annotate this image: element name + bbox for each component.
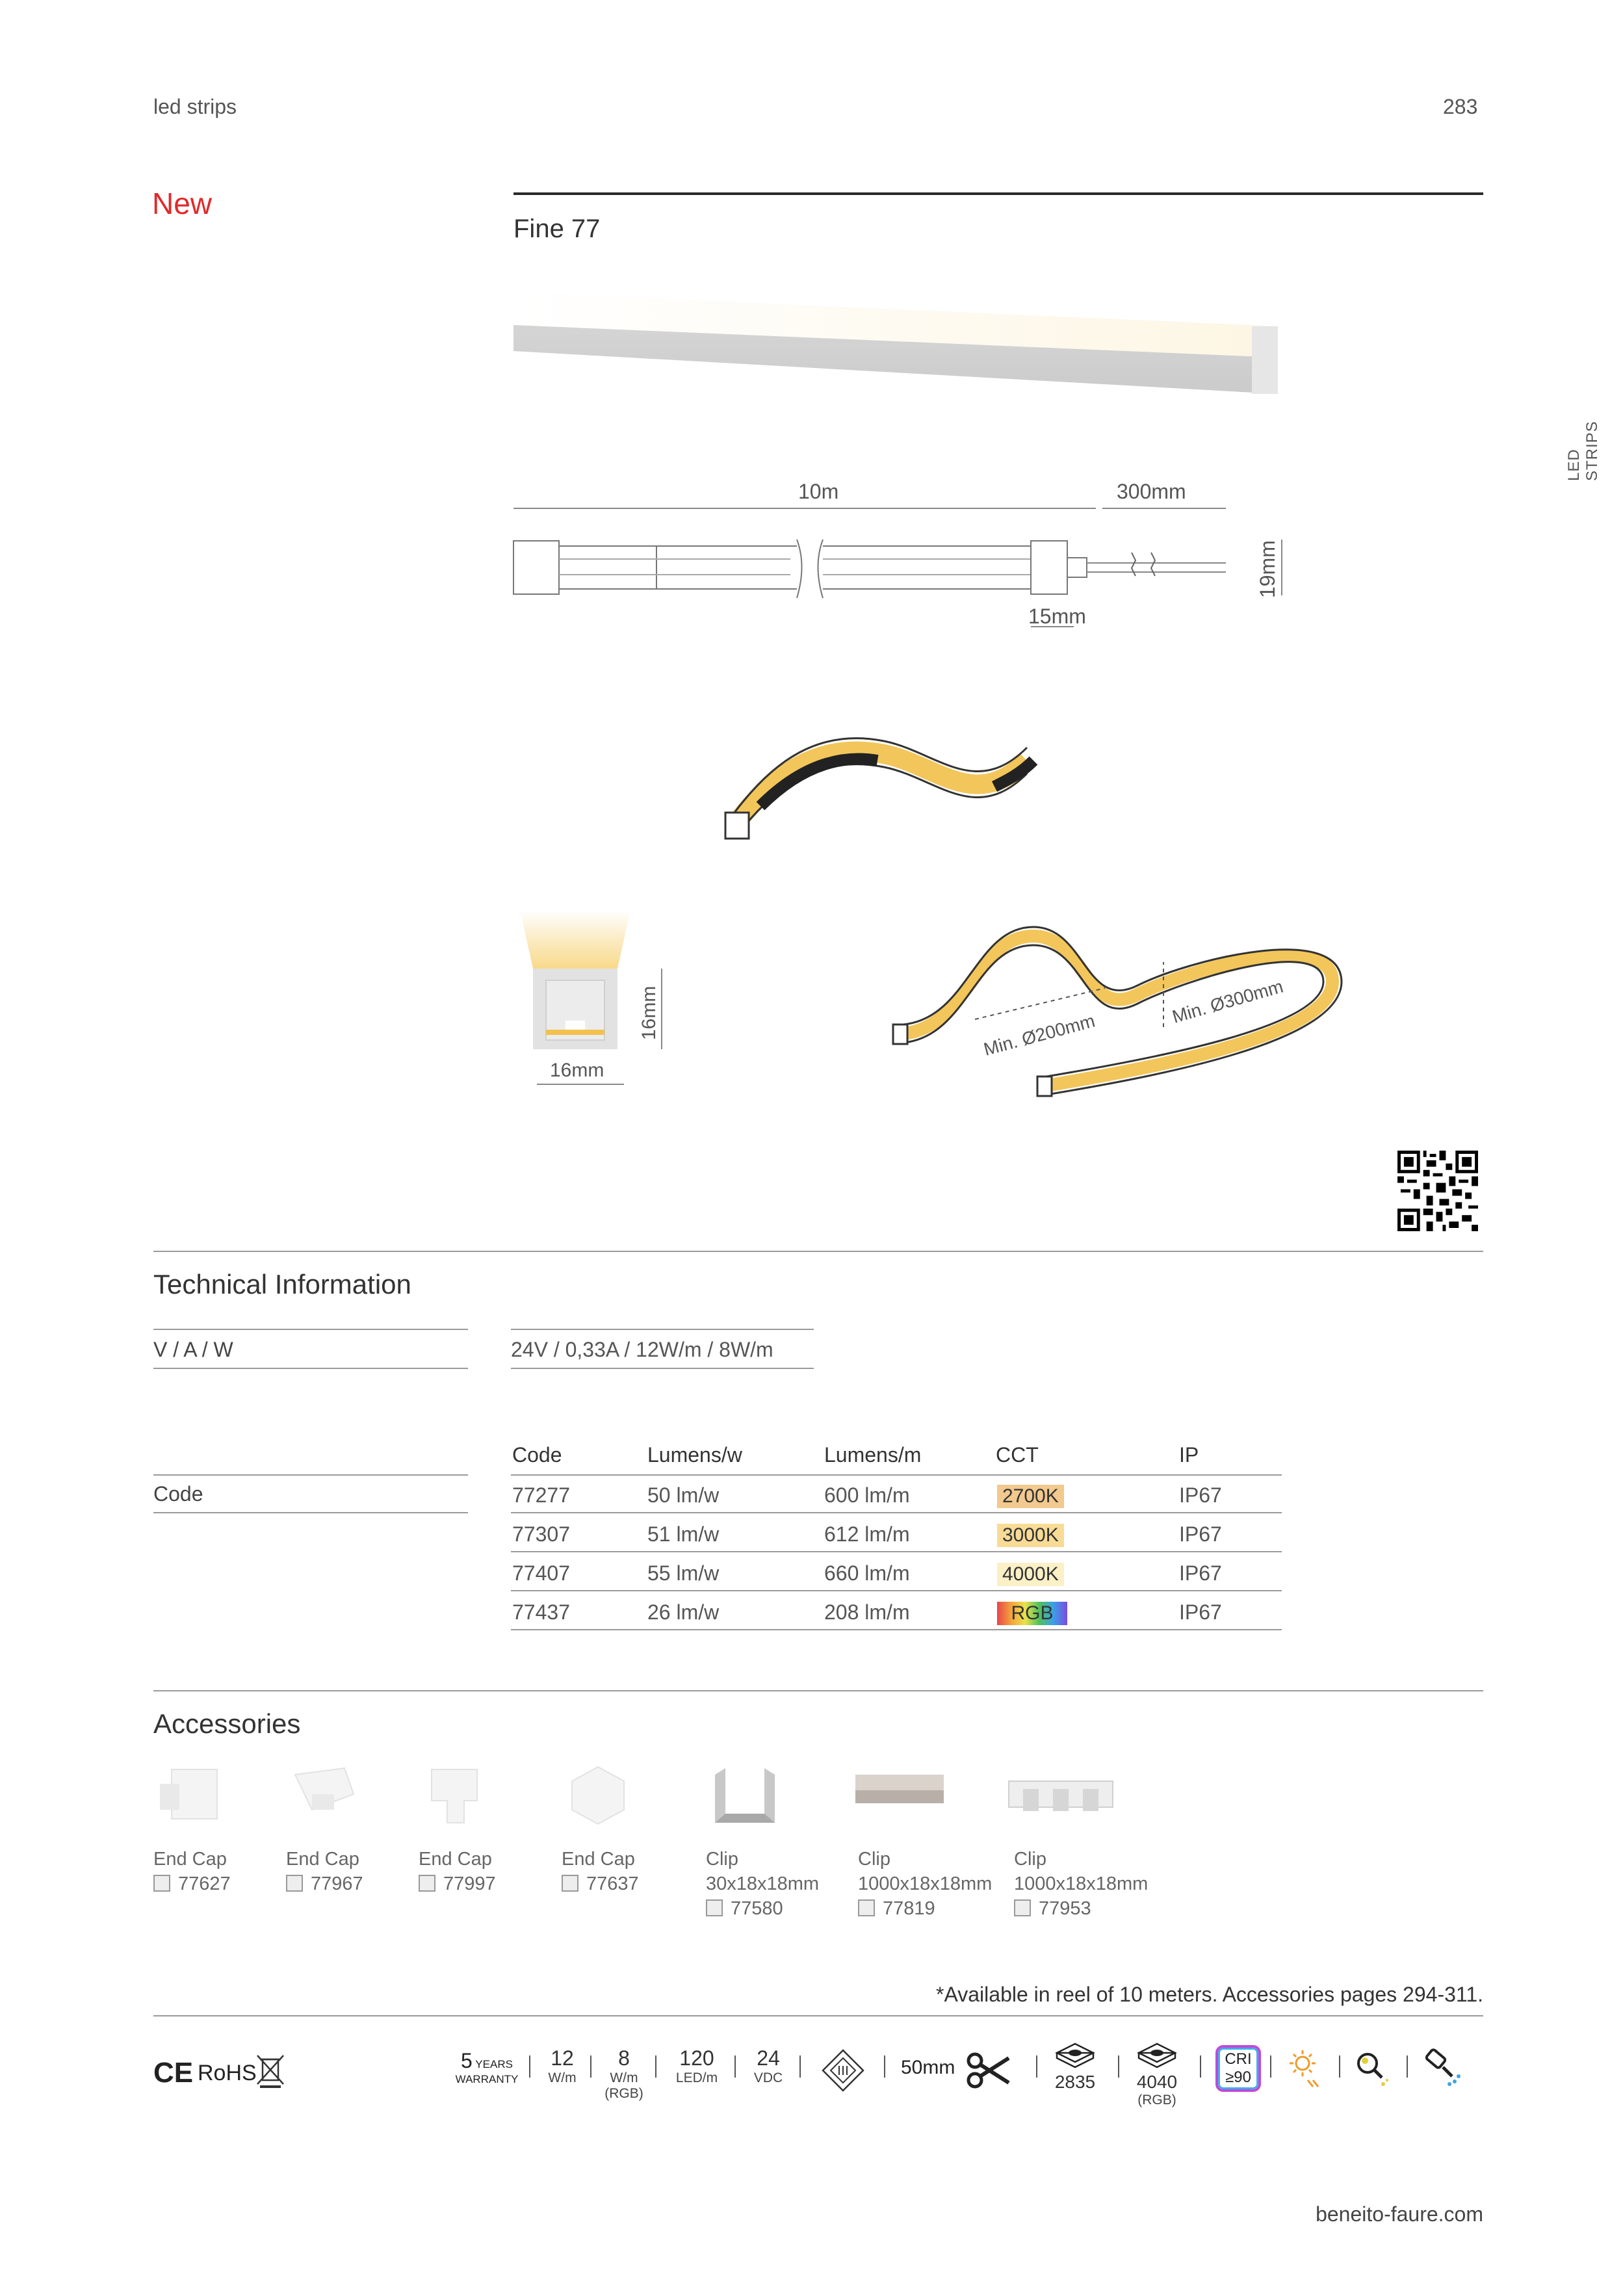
voltage — [742, 2046, 794, 2086]
led-density-value: 120 — [679, 2046, 714, 2070]
cell-code: 77307 — [512, 1522, 570, 1546]
divider — [1200, 2055, 1201, 2078]
cri-bottom: ≥90 — [1225, 2068, 1251, 2086]
new-badge: New — [152, 187, 213, 220]
checkbox[interactable] — [286, 1875, 303, 1892]
divider — [799, 2055, 801, 2078]
tech-top-rule — [153, 1251, 1483, 1252]
divider — [1339, 2055, 1340, 2078]
chip-4040 — [1131, 2040, 1183, 2108]
divider — [884, 2055, 885, 2078]
col-header-lumens-m: Lumens/m — [824, 1443, 922, 1467]
length-label: 10m — [798, 480, 839, 503]
accessory-code[interactable]: 77819 — [858, 1898, 935, 1920]
cell-ip: IP67 — [1179, 1600, 1222, 1624]
accessories-top-rule — [153, 1690, 1483, 1691]
checkbox[interactable] — [1014, 1899, 1031, 1916]
footnote: *Available in reel of 10 meters. Accessories pages 294-311. — [936, 1983, 1483, 2006]
power-rgb-unit: W/m — [610, 2070, 638, 2085]
power-rgb-note: (RGB) — [604, 2086, 643, 2101]
accessory-code[interactable]: 77953 — [1014, 1898, 1091, 1920]
rohs-mark: RoHS — [198, 2061, 257, 2085]
accessory-code[interactable]: 77967 — [286, 1873, 363, 1895]
cell-lumens-m: 208 lm/m — [824, 1600, 910, 1624]
side-tab: LED STRIPS — [1565, 421, 1601, 481]
chip-4040-label: 4040 — [1136, 2072, 1178, 2092]
warranty — [451, 2049, 523, 2086]
cell-lumens-m: 660 lm/m — [824, 1561, 910, 1585]
checkbox[interactable] — [562, 1875, 578, 1892]
divider — [655, 2055, 656, 2078]
vaw-rule-top — [153, 1329, 468, 1330]
cell-ip: IP67 — [1179, 1561, 1222, 1585]
clip-77953-image — [1004, 1755, 1121, 1833]
end-width-label: 15mm — [1028, 605, 1086, 628]
profile-height-label: 16mm — [638, 985, 660, 1040]
accessory-name: End Cap — [562, 1849, 635, 1870]
col-header-ip: IP — [1179, 1443, 1199, 1467]
profile-width-label: 16mm — [550, 1060, 604, 1081]
cell-lumens-w: 55 lm/w — [647, 1561, 720, 1585]
vaw-rule-bottom — [153, 1368, 468, 1369]
accessory-name: Clip — [1014, 1849, 1046, 1870]
accessory-size: 1000x18x18mm — [858, 1873, 993, 1894]
row-rule — [511, 1590, 1282, 1591]
col-header-lumens-w: Lumens/w — [647, 1443, 742, 1467]
cell-code: 77277 — [512, 1483, 570, 1507]
cell-ip: IP67 — [1179, 1522, 1222, 1546]
product-render — [511, 280, 1284, 403]
vaw-label: V / A / W — [153, 1338, 233, 1361]
divider — [1118, 2055, 1119, 2078]
clip-77580-image — [706, 1755, 784, 1833]
divider — [529, 2055, 530, 2078]
accessory-code[interactable]: 77580 — [706, 1898, 783, 1920]
table-header-rule — [511, 1474, 1282, 1476]
sun-icon — [1284, 2048, 1323, 2089]
divider — [1407, 2055, 1408, 2078]
website-link[interactable]: beneito-faure.com — [1316, 2202, 1483, 2226]
code-label: Code — [153, 1482, 203, 1506]
warranty-years-number: 5 — [461, 2049, 473, 2072]
qr-code[interactable] — [1397, 1151, 1478, 1231]
product-name: Fine 77 — [513, 215, 601, 243]
cell-code: 77407 — [512, 1561, 570, 1585]
section-name: led strips — [153, 95, 237, 118]
dust-protection-icon — [1352, 2048, 1391, 2089]
power-rgb — [598, 2046, 650, 2102]
tech-title: Technical Information — [153, 1269, 411, 1299]
twist-illustration — [721, 715, 1046, 845]
accessory-code[interactable]: 77637 — [562, 1873, 639, 1895]
end-cap-77997-image — [419, 1755, 497, 1833]
led-density-unit: LED/m — [675, 2070, 718, 2085]
led-density — [664, 2046, 729, 2086]
cct-swatch: RGB — [997, 1602, 1067, 1625]
page-number: 283 — [1443, 95, 1478, 118]
power-white-value: 12 — [551, 2046, 574, 2070]
cell-lumens-w: 50 lm/w — [647, 1483, 720, 1507]
scissors-icon — [966, 2048, 1011, 2093]
checkbox[interactable] — [153, 1875, 170, 1892]
clip-77819-image — [851, 1755, 949, 1833]
vaw-value-rule-top — [511, 1329, 814, 1330]
chip-2835-label: 2835 — [1054, 2072, 1096, 2092]
water-protection-icon — [1423, 2048, 1462, 2089]
end-cap-77967-image — [286, 1755, 364, 1833]
accessory-name: End Cap — [419, 1849, 492, 1870]
code-rule-top — [153, 1474, 468, 1476]
warranty-years-label: YEARS — [475, 2058, 513, 2070]
accessory-name: End Cap — [286, 1849, 359, 1870]
checkbox[interactable] — [858, 1899, 875, 1916]
power-white — [539, 2046, 585, 2086]
col-header-cct: CCT — [996, 1443, 1039, 1467]
ce-mark: CE — [153, 2057, 194, 2089]
code-rule-bottom — [153, 1512, 468, 1513]
chip-4040-note: (RGB) — [1137, 2093, 1176, 2107]
cut-length: 50mm — [901, 2057, 955, 2078]
class-iii-icon — [820, 2048, 866, 2093]
divider — [1036, 2055, 1037, 2078]
cell-ip: IP67 — [1179, 1483, 1222, 1507]
divider — [590, 2055, 591, 2078]
vaw-value-rule-bottom — [511, 1368, 814, 1369]
checkbox[interactable] — [419, 1875, 435, 1892]
voltage-value: 24 — [757, 2046, 780, 2070]
end-cap-77637-image — [559, 1755, 637, 1833]
min-bend-200-label: Min. Ø200mm — [981, 1010, 1097, 1060]
row-rule — [511, 1512, 1282, 1513]
min-bend-300-label: Min. Ø300mm — [1170, 976, 1286, 1027]
chip-2835 — [1049, 2040, 1101, 2093]
accessory-name: Clip — [706, 1849, 738, 1870]
row-rule — [511, 1629, 1282, 1630]
checkbox[interactable] — [706, 1899, 723, 1916]
row-rule — [511, 1551, 1282, 1552]
bend-illustration — [890, 917, 1358, 1112]
col-header-code: Code — [512, 1443, 562, 1467]
accessories-title: Accessories — [153, 1708, 301, 1739]
vaw-value: 24V / 0,33A / 12W/m / 8W/m — [511, 1338, 773, 1361]
accessory-name: Clip — [858, 1849, 890, 1870]
cct-swatch: 2700K — [997, 1485, 1064, 1508]
accessory-name: End Cap — [153, 1849, 227, 1870]
voltage-unit: VDC — [753, 2070, 783, 2085]
power-rgb-value: 8 — [618, 2046, 630, 2070]
accessory-size: 30x18x18mm — [706, 1873, 820, 1894]
accessory-size: 1000x18x18mm — [1014, 1873, 1149, 1894]
cct-swatch: 3000K — [997, 1524, 1064, 1547]
cable-label: 300mm — [1117, 480, 1186, 503]
cell-lumens-m: 612 lm/m — [824, 1522, 910, 1546]
height-label: 19mm — [1256, 540, 1279, 598]
cri-badge — [1215, 2045, 1261, 2092]
cell-lumens-w: 51 lm/w — [647, 1522, 720, 1546]
accessory-code[interactable]: 77997 — [419, 1873, 496, 1895]
accessory-code[interactable]: 77627 — [153, 1873, 231, 1895]
class-iii-text — [897, 2106, 898, 2107]
divider — [1270, 2055, 1271, 2078]
weee-bin-icon — [255, 2053, 286, 2089]
warranty-label: WARRANTY — [455, 2073, 519, 2085]
cell-lumens-m: 600 lm/m — [824, 1483, 910, 1507]
power-white-unit: W/m — [548, 2070, 577, 2085]
divider — [734, 2055, 736, 2078]
end-cap-77627-image — [153, 1755, 231, 1833]
cell-lumens-w: 26 lm/w — [647, 1600, 720, 1624]
cell-code: 77437 — [512, 1600, 570, 1624]
specs-top-rule — [153, 2015, 1483, 2016]
cct-swatch: 4000K — [997, 1563, 1064, 1586]
title-rule — [513, 192, 1483, 195]
led-chip-icon — [1049, 2040, 1101, 2068]
cri-top: CRI — [1225, 2050, 1252, 2068]
led-chip-icon — [1131, 2040, 1183, 2068]
